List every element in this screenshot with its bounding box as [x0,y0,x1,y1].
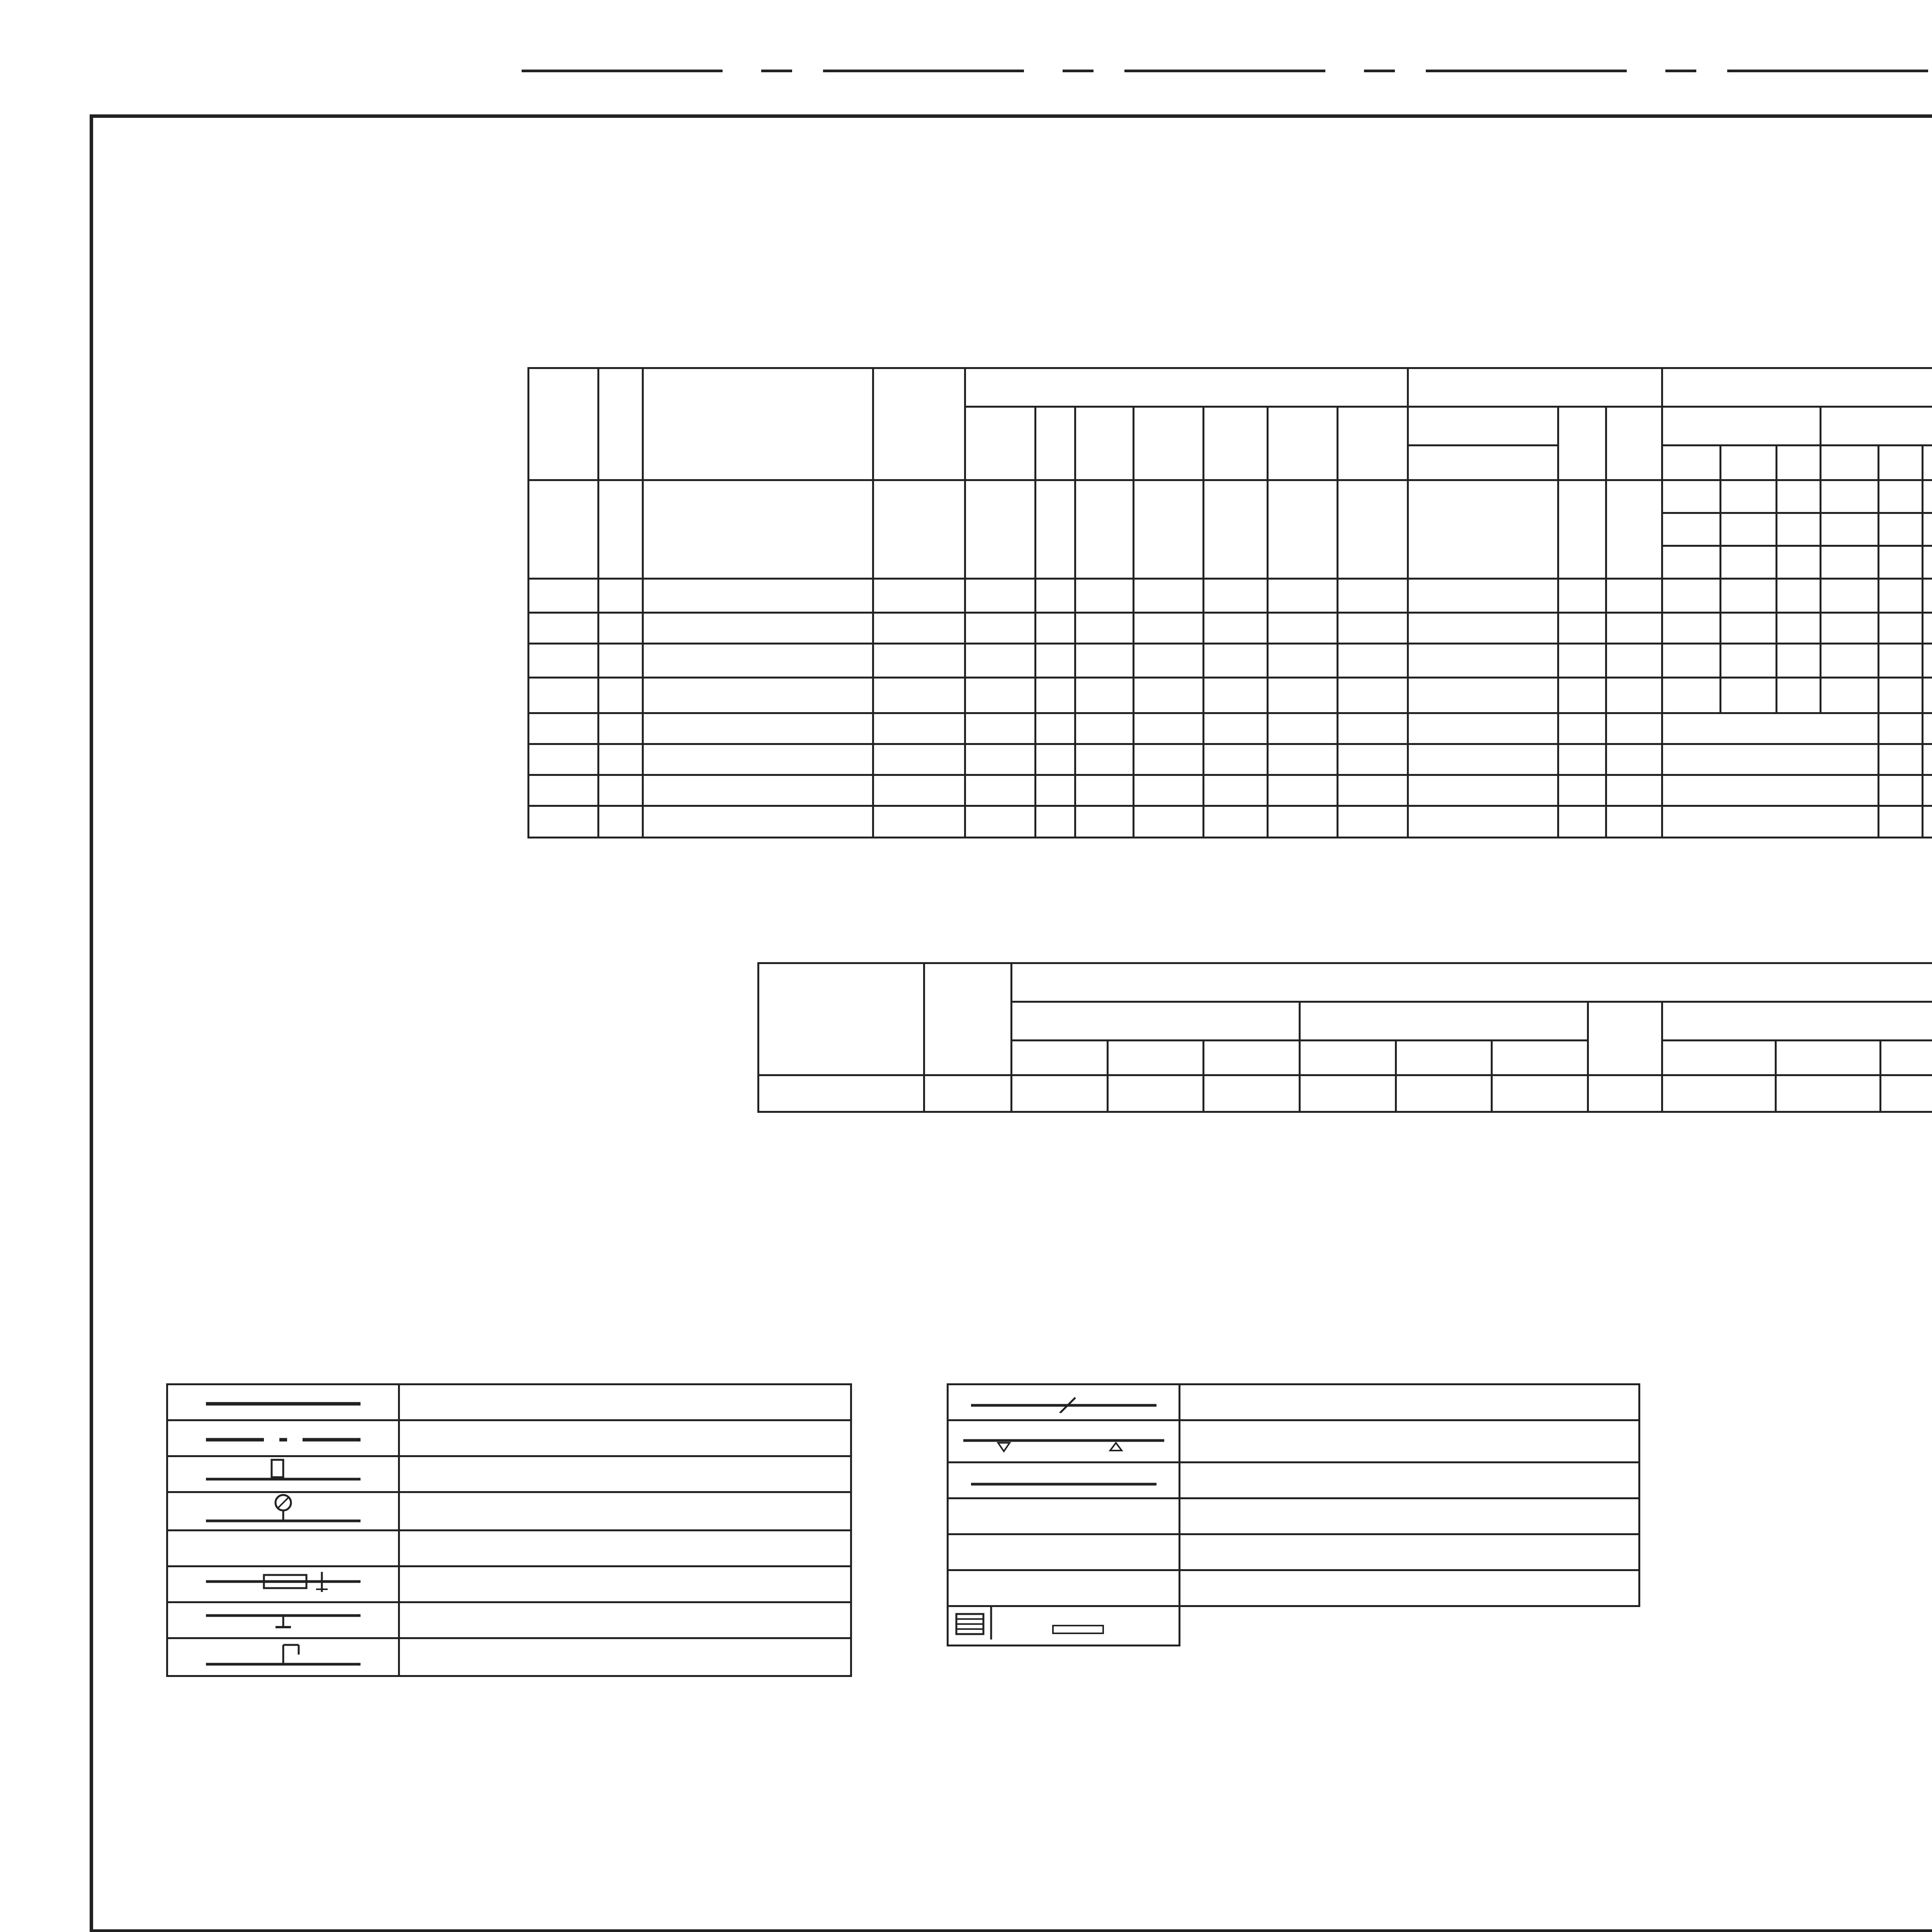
table-cell [965,678,1035,713]
table-cell [1720,513,1776,546]
table-cell [1720,579,1776,613]
table-cell [873,775,965,806]
table-cell [1338,775,1408,806]
table-cell [1820,480,1878,513]
table-cell [643,480,873,579]
t2-hdr-hotwater [1588,1002,1662,1075]
table-cell [1204,613,1268,644]
legend-symbol [167,1530,399,1566]
hdr-st-type [1820,446,1878,480]
hdr-motor [1408,368,1662,407]
table-cell [1133,713,1203,744]
table-cell [1776,546,1820,579]
table-cell [1776,644,1820,678]
table-cell [1035,806,1075,838]
table-cell [1820,678,1878,713]
legend-text [1180,1498,1639,1534]
thermometer-icon [206,1458,361,1485]
table-cell [1879,480,1923,513]
hdr-motor-kw [1558,407,1606,480]
table-cell [1923,713,1932,744]
table-cell [1776,678,1820,713]
table-cell [1662,613,1720,644]
table-cell [1606,480,1662,579]
table-cell [1133,806,1203,838]
hdr-qty [599,368,643,480]
table-cell [1035,579,1075,613]
table-cell [599,713,643,744]
table-cell [965,613,1035,644]
table-cell [965,806,1035,838]
table-cell [1606,775,1662,806]
hdr-motor-type [1408,407,1558,446]
indicators-table [757,962,1932,1113]
table-cell [1408,579,1558,613]
table-cell [873,744,965,775]
table-cell [1879,613,1923,644]
t2-hdr-t30 [1396,1041,1492,1075]
legend-text [399,1566,851,1602]
legend-symbol [948,1570,1180,1606]
table-cell [1035,775,1075,806]
table-cell [1035,678,1075,713]
table-cell [1075,744,1133,775]
table-cell [1923,480,1932,513]
table-cell [1923,806,1932,838]
legend-text [399,1420,851,1456]
legend-text [399,1456,851,1492]
table-cell [1204,678,1268,713]
hdr-fan-rot [1133,407,1203,480]
table-cell [643,806,873,838]
table-cell [1338,579,1408,613]
table-cell [599,775,643,806]
top-dash-line [522,70,1932,72]
table-cell [1558,775,1606,806]
table-cell [1662,480,1720,513]
table-cell [1662,644,1720,678]
table-cell [1133,579,1203,613]
table-cell [965,713,1035,744]
table-cell [1879,513,1923,546]
table-row-sys [529,579,599,613]
table-cell [1268,644,1338,678]
table-cell [1720,613,1776,644]
table-cell [965,744,1035,775]
table-cell [965,579,1035,613]
t2-hdr-vent [1300,1002,1588,1041]
table-cell [1606,744,1662,775]
table-cell [1300,1075,1396,1112]
table-cell [599,480,643,579]
legend-symbol [167,1566,399,1602]
table-cell [1035,713,1075,744]
hdr-room [643,368,873,480]
legend-text [1180,1570,1639,1606]
table-cell [1408,806,1558,838]
legend-text [1180,1384,1639,1420]
table-cell [1268,613,1338,644]
air-collector-icon [206,1568,361,1595]
table-cell [1492,1075,1588,1112]
table-cell [1408,744,1558,775]
table-cell [643,579,873,613]
table-cell [599,678,643,713]
t2-hdr-t40 [1880,1041,1932,1075]
table-cell [1035,744,1075,775]
table-cell [1820,613,1878,644]
table-cell [1662,546,1720,579]
table-cell [1408,644,1558,678]
hdr-fan-rpm [1338,407,1408,480]
table-row-sys [529,806,599,838]
table-cell [965,644,1035,678]
legend-left [166,1383,852,1677]
table-cell [1075,644,1133,678]
table-cell [599,613,643,644]
table-cell [1408,713,1558,744]
table-cell [1075,713,1133,744]
table-cell [599,744,643,775]
table-cell [1820,513,1878,546]
table-cell [1606,579,1662,613]
table-cell [1923,744,1932,775]
table-cell [1776,480,1820,513]
table-cell [1558,678,1606,713]
t2-hdr-t30 [1776,1041,1880,1075]
table-cell [1879,744,1923,775]
table-cell [965,480,1035,579]
table-cell [1338,480,1408,579]
t2-hdr-t20 [1012,1041,1108,1075]
manometer-icon [206,1493,361,1524]
hdr-fan-h [1268,407,1338,480]
table-cell [1133,678,1203,713]
hdr-st-qty [1923,446,1932,480]
hdr-sys [529,368,599,480]
legend-symbol [167,1492,399,1531]
table-cell [1133,480,1203,579]
table-cell [1923,579,1932,613]
hdr-heat-carrier-steam [1820,407,1932,446]
table-cell [1662,1075,1776,1112]
table-cell [1879,546,1923,579]
table-cell [1268,806,1338,838]
grille-opening-icon [963,1421,1164,1456]
table-cell [1720,678,1776,713]
table-cell [1204,806,1268,838]
hdr-heater [1662,368,1932,407]
legend-symbol [948,1498,1180,1534]
pitot-hatch-icon [971,1464,1156,1491]
table-cell [1204,579,1268,613]
hdr-motor-rpm [1606,407,1662,480]
table-cell [1012,1075,1108,1112]
table-cell [1923,678,1932,713]
table-cell [1204,480,1268,579]
table-cell [599,579,643,613]
table-cell [1880,1075,1932,1112]
legend-symbol [948,1534,1180,1570]
table-cell [1107,1075,1204,1112]
table-cell [1133,775,1203,806]
legend-right [947,1383,1640,1646]
table-cell [1338,806,1408,838]
table-cell [643,713,873,744]
legend-symbol [167,1384,399,1420]
table-cell [1720,480,1776,513]
t2-hdr-name [759,963,924,1075]
t2-hdr-consumption [1012,963,1932,1002]
legend-symbol [948,1420,1180,1463]
table-cell [1035,613,1075,644]
table-row [759,1075,924,1112]
table-cell [1606,806,1662,838]
table-cell [643,775,873,806]
table-cell [1338,613,1408,644]
table-cell [1879,579,1923,613]
register-icon [949,1607,1180,1639]
table-cell [1133,744,1203,775]
t2-hdr-t20 [1662,1041,1776,1075]
table-cell [643,678,873,713]
table-cell [1396,1075,1492,1112]
table-cell [1204,644,1268,678]
t2-hdr-vol [924,963,1012,1075]
table-cell [643,744,873,775]
table-cell [1408,775,1558,806]
tee-plug-icon [206,1604,361,1631]
table-cell [1588,1075,1662,1112]
table-cell [1606,713,1662,744]
table-cell [1662,775,1879,806]
table-cell [1879,644,1923,678]
table-cell [643,644,873,678]
table-row-sys [529,744,599,775]
table-cell [599,644,643,678]
hdr-fan-n [1035,407,1075,480]
table-cell [1268,678,1338,713]
table-cell [1776,579,1820,613]
hdr-motor-type-sub [1408,446,1558,480]
legend-symbol [167,1638,399,1676]
systems-table [527,367,1932,838]
table-cell [1133,644,1203,678]
table-cell [1338,744,1408,775]
hdr-hc-type [1662,446,1720,480]
table-cell [1923,546,1932,579]
table-cell [1558,579,1606,613]
table-cell [599,806,643,838]
table-cell [1558,806,1606,838]
table-cell [1075,806,1133,838]
table-cell [1820,546,1878,579]
return-pipe-icon [206,1432,361,1447]
table-cell [1558,480,1606,579]
legend-text [399,1638,851,1676]
legend-text [1180,1534,1639,1570]
table-row-sys [529,713,599,744]
table-cell [873,613,965,644]
table-cell [873,713,965,744]
legend-text [399,1530,851,1566]
table-row-sys [529,678,599,713]
table-cell [1558,644,1606,678]
table-row-sys [529,644,599,678]
air-vent-icon [206,1639,361,1670]
table-cell [1662,713,1879,744]
table-row-sys [529,775,599,806]
hdr-st-n [1879,446,1923,480]
hdr-fan [965,368,1408,407]
hdr-hc-no [1720,446,1776,480]
table-cell [1820,579,1878,613]
table-cell [1075,775,1133,806]
table-row-sys [529,613,599,644]
table-cell [1879,775,1923,806]
supply-pipe-icon [206,1396,361,1412]
hdr-hc-qty [1776,446,1820,480]
table-cell [873,579,965,613]
hdr-unit-type [873,368,965,480]
legend-text [399,1492,851,1531]
table-cell [643,613,873,644]
table-cell [1408,678,1558,713]
t2-hdr-total [1662,1002,1932,1041]
table-cell [1662,806,1879,838]
table-cell [1338,713,1408,744]
table-cell [1606,678,1662,713]
table-cell [1558,713,1606,744]
table-cell [1662,513,1720,546]
legend-symbol [167,1602,399,1638]
table-cell [1558,613,1606,644]
table-cell [1338,644,1408,678]
table-cell [1776,613,1820,644]
table-cell [1923,775,1932,806]
table-cell [1204,775,1268,806]
hdr-heat-carrier-water [1662,407,1821,446]
table-cell [1879,678,1923,713]
legend-text [399,1384,851,1420]
table-cell [1268,744,1338,775]
legend-symbol [167,1456,399,1492]
legend-symbol [948,1384,1180,1420]
table-cell [1408,480,1558,579]
table-cell [1662,678,1720,713]
t2-hdr-heating [1012,1002,1300,1041]
table-cell [1776,513,1820,546]
table-cell [873,806,965,838]
table-cell [1879,713,1923,744]
table-cell [1820,644,1878,678]
table-cell [873,480,965,579]
table-cell [1923,613,1932,644]
legend-text [1180,1420,1639,1463]
table-cell [1133,613,1203,644]
hdr-fan-type [965,407,1035,480]
table-cell [1268,480,1338,579]
table-cell [1035,644,1075,678]
table-cell [1075,613,1133,644]
legend-symbol [948,1606,1180,1646]
table-cell [1606,613,1662,644]
table-cell [1204,713,1268,744]
table-cell [1923,513,1932,546]
table-cell [1268,713,1338,744]
table-cell [1035,480,1075,579]
t2-hdr-t40 [1492,1041,1588,1075]
table-cell [1662,579,1720,613]
table-cell [873,678,965,713]
table-row-sys [529,480,599,579]
table-cell [965,775,1035,806]
legend-text [399,1602,851,1638]
table-cell [1338,678,1408,713]
legend-symbol [948,1462,1180,1498]
legend-symbol [167,1420,399,1456]
table-cell [1075,579,1133,613]
table-cell [1204,744,1268,775]
table-cell [873,644,965,678]
table-cell [1204,1075,1300,1112]
petal-valve-icon [971,1386,1156,1413]
table-cell [1720,644,1776,678]
table-cell [1662,744,1879,775]
table-cell [1268,579,1338,613]
t2-hdr-t40 [1204,1041,1300,1075]
table-cell [1558,744,1606,775]
table-cell [1923,644,1932,678]
t2-hdr-t30 [1107,1041,1204,1075]
table-cell [1268,775,1338,806]
table-cell [1776,1075,1880,1112]
table-cell [1075,678,1133,713]
t2-hdr-t20 [1300,1041,1396,1075]
table-cell [1879,806,1923,838]
table-cell [1606,644,1662,678]
table-cell [1720,546,1776,579]
table-cell [1408,613,1558,644]
table-cell [924,1075,1012,1112]
legend-text [1180,1462,1639,1498]
hdr-fan-l [1204,407,1268,480]
table-cell [1075,480,1133,579]
hdr-fan-scheme [1075,407,1133,480]
